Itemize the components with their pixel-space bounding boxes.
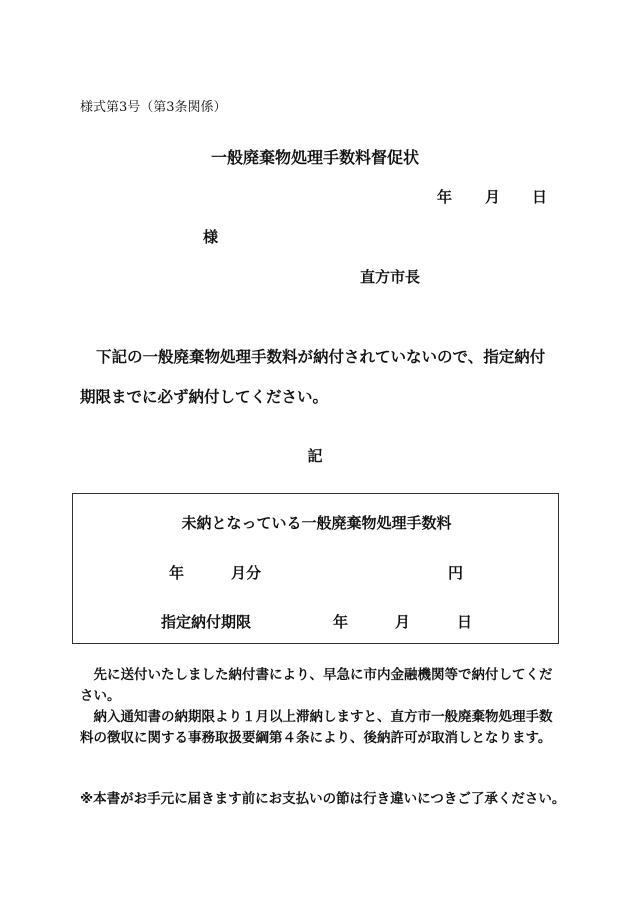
ki-heading: 記 bbox=[307, 447, 323, 465]
notes bbox=[80, 665, 560, 749]
form-number: 様式第3号（第3条関係） bbox=[80, 100, 227, 115]
box-yen-label: 円 bbox=[448, 564, 464, 582]
note-2: 納入通知書の納期限より１月以上滞納しますと、直方市一般廃棄物処理手数料の徴収に関する事務取扱要綱第４条により、後納許可が取消しとなります。 bbox=[80, 709, 553, 746]
deadline-month-label: 月 bbox=[395, 613, 411, 631]
deadline-day-label: 日 bbox=[457, 613, 473, 631]
box-month-part-label: 月分 bbox=[231, 564, 262, 582]
deadline-label: 指定納付期限 bbox=[161, 613, 252, 631]
body-line-2: 期限までに必ず納付してください。 bbox=[80, 388, 329, 406]
date-year-label: 年 bbox=[437, 188, 453, 206]
footnote: ※本書がお手元に届きます前にお支払いの節は行き違いにつきご了承ください。 bbox=[80, 791, 566, 807]
note-1: 先に送付いたしました納付書により、早急に市内金融機関等で納付してください。 bbox=[80, 667, 553, 704]
deadline-year-label: 年 bbox=[333, 613, 349, 631]
date-day-label: 日 bbox=[532, 188, 548, 206]
unpaid-fee-box bbox=[72, 493, 559, 644]
box-year-label: 年 bbox=[169, 564, 185, 582]
addressee-suffix: 様 bbox=[203, 228, 219, 246]
body-line-1: 下記の一般廃棄物処理手数料が納付されていないので、指定納付 bbox=[96, 348, 546, 366]
issuer: 直方市長 bbox=[360, 268, 421, 286]
box-title: 未納となっている一般廃棄物処理手数料 bbox=[181, 514, 452, 532]
document-title: 一般廃棄物処理手数料督促状 bbox=[210, 148, 419, 167]
date-month-label: 月 bbox=[485, 188, 501, 206]
